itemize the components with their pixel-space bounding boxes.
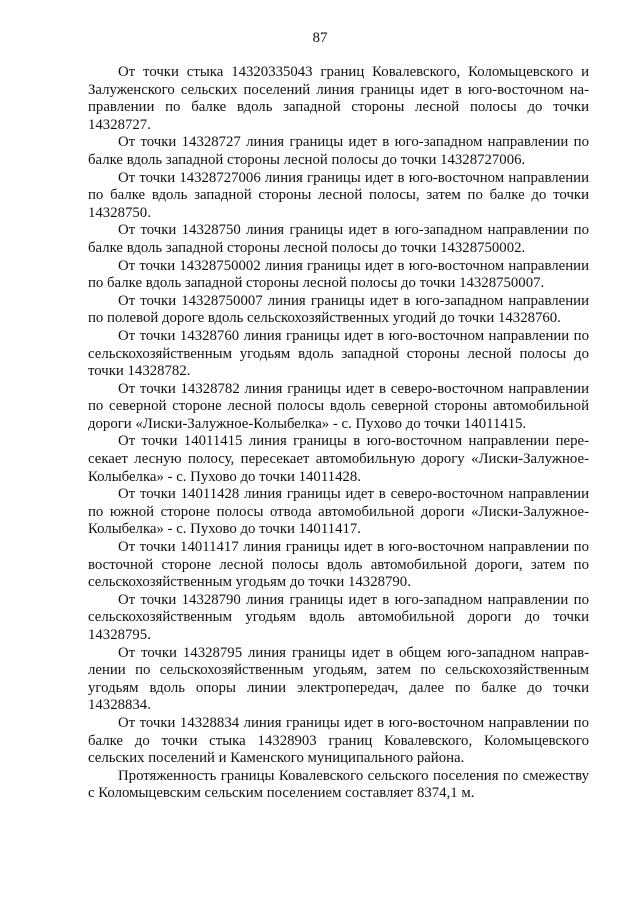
page-number: 87 — [312, 30, 328, 46]
paragraph: От точки 14328727006 линия границы идет в юго-восточном направлении по балке вдоль западной стороны лесной полосы, затем по балке до точки 14328750. — [88, 169, 589, 221]
paragraph: От точки 14328790 линия границы идет в юго-западном направлении по сельскохозяйственным угодьям вдоль автомобильной дороги до точки 14328795. — [88, 591, 589, 643]
paragraph: От точки стыка 14320335043 границ Ковалевского, Коломыцевского и Залуженского сельских поселений линия границы идет в юго-восточном направлении по балке вдоль западной стороны лесной полосы до точки 14328727. — [88, 64, 589, 133]
paragraph: От точки 14011415 линия границы в юго-восточном направлении пересекает лесную полосу, пересекает автомобильную дорогу «Лиски-Залужное-Колыбелка» - с. Пухово до точки 14011428. — [88, 433, 589, 485]
paragraph: Протяженность границы Ковалевского сельского поселения по смежеству с Коломыцевским сельским поселением составляет 8374,1 м. — [88, 767, 589, 802]
paragraph: От точки 14011417 линия границы идет в юго-восточном направлении по восточной стороне лесной полосы вдоль автомобильной дороги, затем по сельскохозяйственным угодьям до точки 14328790. — [88, 539, 589, 591]
paragraph: От точки 14011428 линия границы идет в северо-восточном направлении по южной стороне полосы отвода автомобильной дороги «Лиски-Залужное-Колыбелка» - с. Пухово до точки 14011417. — [88, 486, 589, 538]
document-body — [88, 64, 589, 803]
paragraph: От точки 14328834 линия границы идет в юго-восточном направлении по балке до точки стыка 14328903 границ Ковалевского, Коломыцевского сельских поселений и Каменского муниципального района. — [88, 714, 589, 767]
paragraph: От точки 14328727 линия границы идет в юго-западном направлении по балке вдоль западной стороны лесной полосы до точки 14328727006. — [88, 134, 589, 168]
paragraph: От точки 14328750 линия границы идет в юго-западном направлении по балке вдоль западной стороны лесной полосы до точки 14328750002. — [88, 222, 589, 256]
paragraph: От точки 14328750007 линия границы идет в юго-западном направлении по полевой дороге вдоль сельскохозяйственных угодий до точки 14328760. — [88, 292, 589, 327]
paragraph: От точки 14328760 линия границы идет в юго-восточном направлении по сельскохозяйственным угодьям вдоль западной стороны лесной полосы до точки 14328782. — [88, 327, 589, 380]
paragraph: От точки 14328750002 линия границы идет в юго-восточном направлении по балке вдоль западной стороны лесной полосы до точки 14328750007. — [88, 257, 589, 292]
paragraph: От точки 14328782 линия границы идет в северо-восточном направлении по северной стороне лесной полосы вдоль северной стороны автомобильной дороги «Лиски-Залужное-Колыбелка» - с. Пухово до точки 14011415. — [88, 380, 589, 432]
paragraph: От точки 14328795 линия границы идет в общем юго-западном направлении по сельскохозяйственным угодьям, затем по сельскохозяйственным угодьям вдоль опоры линии электропередач, далее по балке до точки 14328834. — [88, 644, 589, 714]
